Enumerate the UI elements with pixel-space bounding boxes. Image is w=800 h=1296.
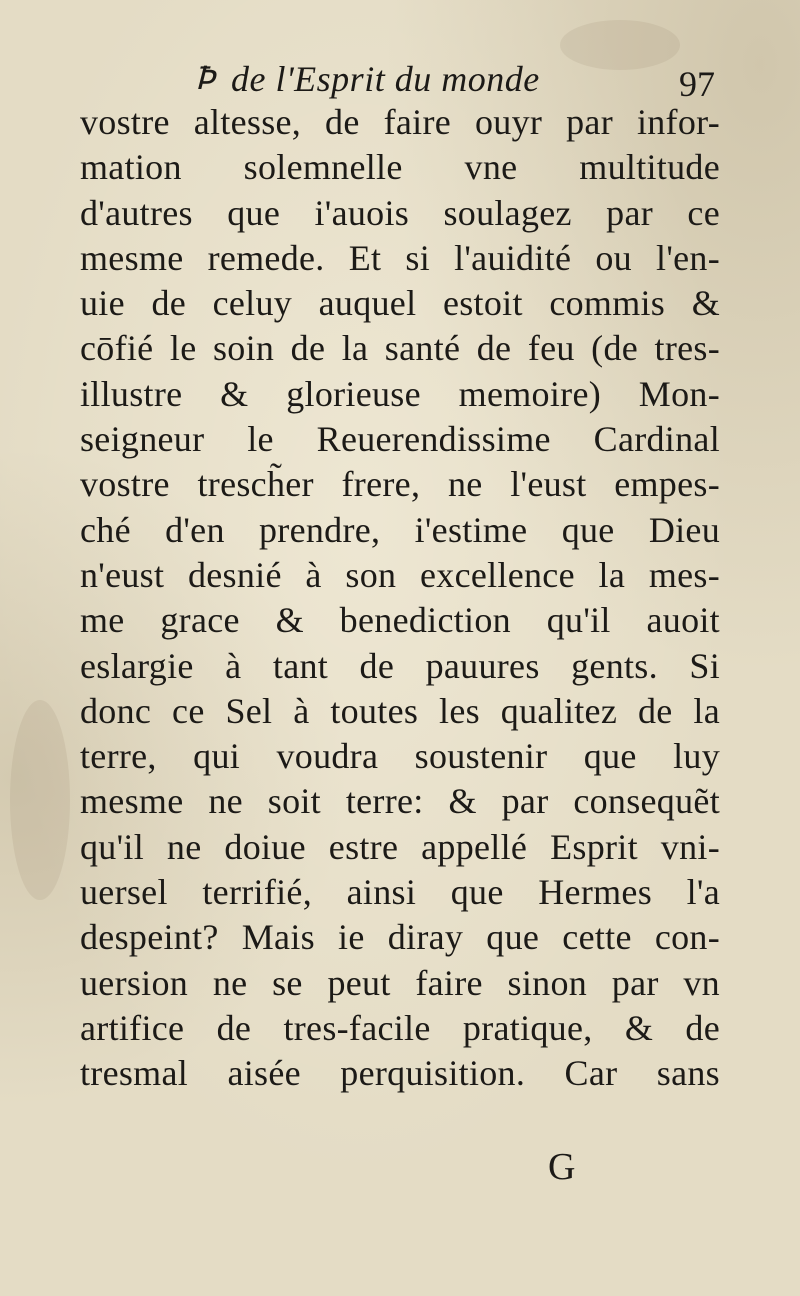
text-line: n'eust desnié à son excellence la mes-	[80, 554, 720, 595]
body-text	[80, 100, 720, 1097]
text-line: uie de celuy auquel estoit commis &	[80, 283, 720, 324]
text-line: despeint? Mais ie diray que cette con-	[80, 917, 720, 958]
text-line: ché d'en prendre, i'estime que Dieu	[80, 509, 720, 550]
ornament-glyph: Ꝥ	[195, 59, 215, 97]
text-line: vostre tresch̃er frere, ne l'eust empes-	[80, 464, 720, 505]
text-line: uersion ne se peut faire sinon par vn	[80, 962, 720, 1003]
text-line: seigneur le Reuerendissime Cardinal	[80, 419, 720, 460]
text-line: uersel terrifié, ainsi que Hermes l'a	[80, 872, 720, 913]
text-line: mation solemnelle vne multitude	[80, 147, 720, 188]
text-line: artifice de tres-facile pratique, & de	[80, 1007, 720, 1048]
text-line: mesme remede. Et si l'auidité ou l'en-	[80, 237, 720, 278]
text-line: qu'il ne doiue estre appellé Esprit vni-	[80, 826, 720, 867]
text-line: mesme ne soit terre: & par consequẽt	[80, 781, 720, 822]
text-line: illustre & glorieuse memoire) Mon-	[80, 373, 720, 414]
catchword: G	[548, 1146, 576, 1188]
text-line: terre, qui voudra soustenir que luy	[80, 736, 720, 777]
text-line: donc ce Sel à toutes les qualitez de la	[80, 690, 720, 731]
text-line: vostre altesse, de faire ouyr par infor-	[80, 102, 720, 142]
text-line: cōfié le soin de la santé de feu (de tres-	[80, 328, 720, 369]
text-line: tresmal aisée perquisition. Car sans	[80, 1053, 720, 1094]
text-line: d'autres que i'auois soulagez par ce	[80, 192, 720, 233]
text-line: me grace & benediction qu'il auoit	[80, 600, 720, 641]
text-line: eslargie à tant de pauures gents. Si	[80, 645, 720, 686]
page-number: 97	[679, 64, 715, 104]
paper-stain	[10, 700, 70, 900]
running-head: de l'Esprit du monde	[231, 59, 540, 99]
